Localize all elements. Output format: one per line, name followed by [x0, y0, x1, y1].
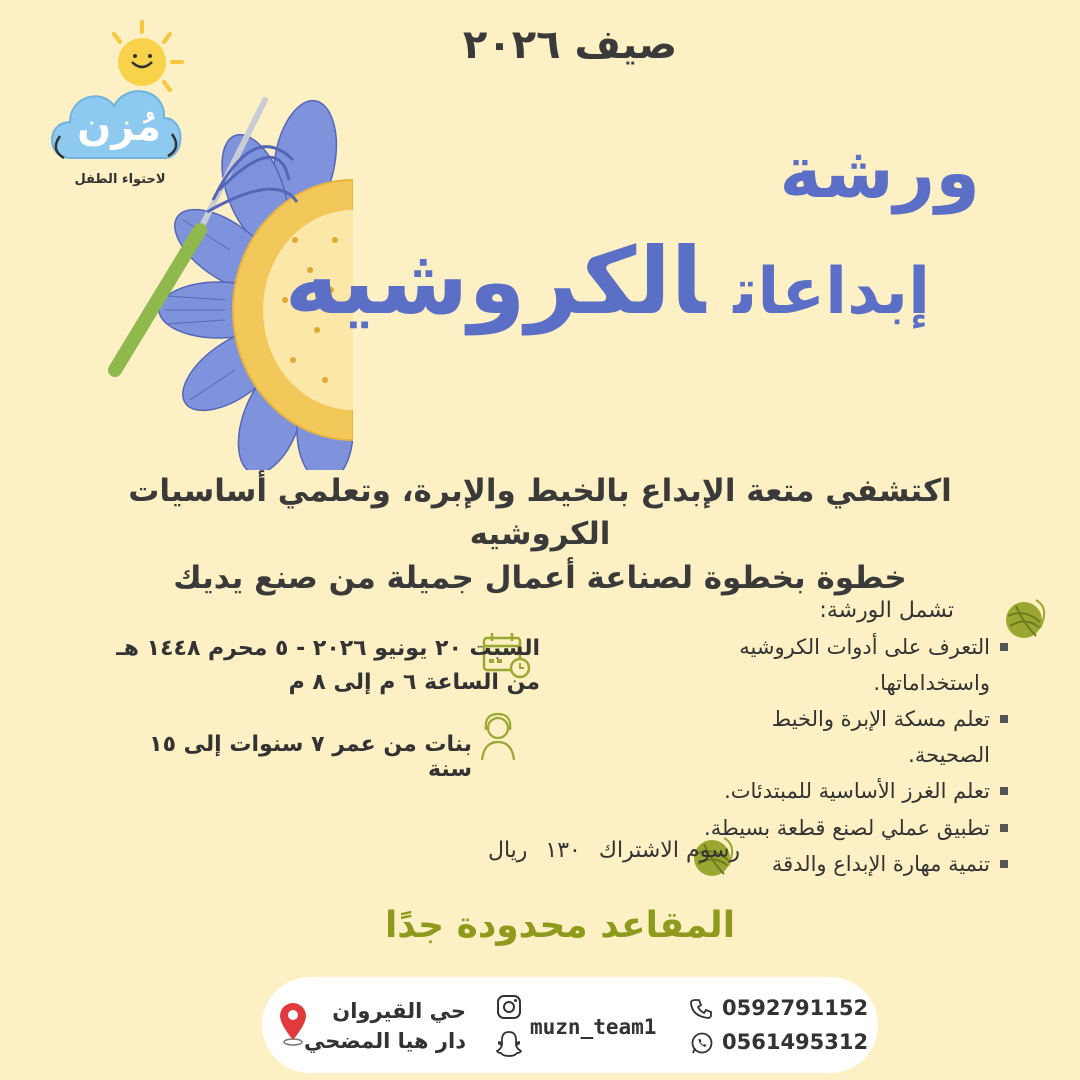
location-district: حي القيروان — [332, 999, 466, 1023]
subscription-fees — [420, 838, 740, 863]
list-item: تعلم الغرز الأساسية للمبتدئات. — [690, 773, 1010, 809]
list-item: تنمية مهارة الإبداع والدقة — [690, 846, 1010, 882]
list-item: التعرف على أدوات الكروشيه واستخداماتها. — [690, 629, 1010, 701]
logo-wordmark: مُزن — [77, 104, 161, 150]
list-item: تطبيق عملي لصنع قطعة بسيطة. — [690, 810, 1010, 846]
title-part-crochet: الكروشيه — [284, 228, 706, 335]
age-range: بنات من عمر ٧ سنوات إلى ١٥ سنة — [149, 732, 472, 782]
list-item: تعلم مسكة الإبرة والخيط الصحيحة. — [690, 701, 1010, 773]
logo-tagline: لاحتواء الطفل — [74, 172, 166, 187]
fees-label: رسوم الاشتراك — [598, 838, 740, 863]
event-time-text: من الساعة ٦ م إلى ٨ م — [288, 670, 540, 696]
location-venue: دار هيا المضحي — [304, 1029, 466, 1054]
limited-seats-note: المقاعد محدودة جدًا — [384, 905, 736, 946]
snapchat-icon[interactable] — [496, 1030, 522, 1058]
location-pin-icon[interactable] — [278, 1000, 308, 1046]
phone-number-1[interactable]: 0592791152 — [722, 996, 869, 1020]
event-date — [100, 632, 540, 700]
phone-number-2[interactable]: 0561495312 — [722, 1030, 869, 1054]
girl-icon — [478, 712, 518, 762]
title-part-creations: إبداعات — [733, 255, 930, 329]
includes-label: تشمل الورشة: — [819, 598, 954, 623]
location-address — [300, 996, 466, 1057]
event-date-text: السبت ٢٠ يونيو ٢٠٢٦ - ٥ محرم ١٤٤٨ هـ — [116, 636, 540, 661]
title-main — [284, 228, 930, 335]
whatsapp-icon — [690, 1031, 714, 1055]
phone-icon — [690, 997, 714, 1021]
phone-row-1[interactable] — [690, 996, 868, 1021]
phone-row-2[interactable] — [690, 1030, 868, 1055]
intro-line-1: اكتشفي متعة الإبداع بالخيط والإبرة، وتعلمي أساسيات الكروشيه — [128, 473, 952, 553]
title-workshop: ورشة — [779, 130, 980, 214]
fees-amount: ١٣٠ — [545, 838, 581, 863]
intro-line-2: خطوة بخطوة لصناعة أعمال جميلة من صنع يديك — [173, 559, 907, 596]
season-title: صيف ٢٠٢٦ — [462, 22, 678, 68]
fees-currency: ريال — [487, 838, 528, 863]
intro-text — [90, 470, 990, 600]
social-handle[interactable]: muzn_team1 — [530, 1015, 657, 1039]
instagram-icon[interactable] — [496, 994, 522, 1020]
